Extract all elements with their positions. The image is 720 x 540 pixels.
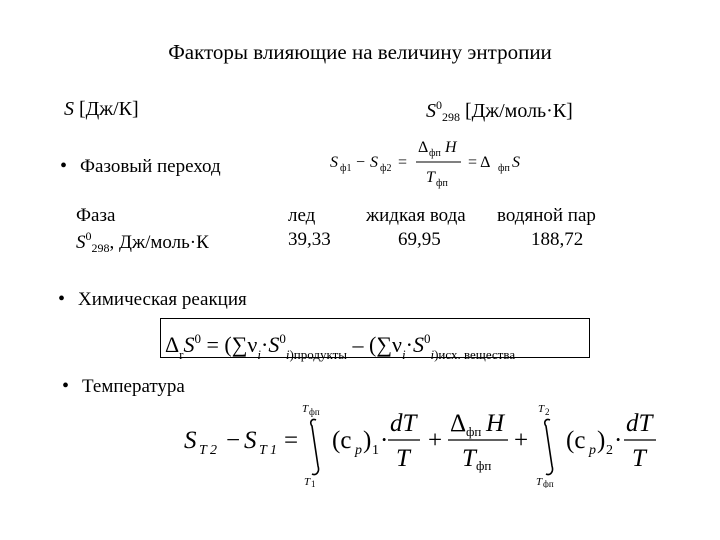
rf-dot: ·	[261, 332, 269, 357]
rf-sup0c: 0	[423, 331, 431, 346]
tf-lower2-sub: фп	[543, 479, 554, 488]
tf-lower1: T	[304, 476, 311, 488]
bullet-dot: •	[62, 375, 70, 397]
tf-h: H	[486, 410, 505, 437]
tf-plus1: +	[428, 427, 443, 454]
rf-s2: S	[268, 332, 280, 357]
tf-lower1-sub: 1	[311, 479, 316, 488]
formula-delta: Δ	[418, 139, 429, 156]
temperature-label: Температура	[82, 376, 185, 397]
tf-dot2: ·	[614, 427, 623, 454]
formula-s2: S	[370, 154, 378, 171]
chemical-reaction-bullet	[58, 288, 247, 311]
tf-upper1-sub: фп	[309, 407, 320, 417]
formula-h: H	[445, 139, 457, 156]
formula-t: T	[426, 169, 435, 186]
tf-delta-sub: фп	[466, 424, 482, 439]
formula-equals2: = Δ	[468, 154, 491, 171]
s0-unit: [Дж/моль·К]	[465, 100, 573, 122]
s-symbol: S	[64, 98, 74, 120]
table-header-phase: Фаза	[76, 205, 116, 226]
tf-close2: )	[597, 427, 606, 454]
tf-upper2: T	[538, 403, 545, 415]
rf-products: )продукты	[289, 347, 348, 362]
tf-upper1: T	[302, 403, 309, 415]
value-ice: 39,33	[288, 229, 331, 250]
tf-tfp: T	[462, 445, 476, 472]
formula-minus: −	[356, 154, 366, 171]
tf-integrand2: (c	[566, 427, 586, 454]
rf-eq-open: = (∑ν	[201, 332, 258, 357]
tf-integral1	[311, 419, 319, 474]
rf-delta: Δ	[165, 332, 180, 357]
s0-sup: 0	[436, 98, 442, 112]
tf-plus2: +	[514, 427, 529, 454]
phase-ice: лед	[288, 205, 316, 226]
phase-transition-formula	[326, 132, 536, 192]
rf-reactants: )исх. вещества	[434, 347, 516, 362]
formula-equals: =	[398, 154, 408, 171]
tf-integral2	[545, 419, 553, 474]
tf-t1: T 1	[259, 443, 278, 458]
formula-rhs-s: S	[512, 154, 520, 171]
temperature-bullet	[62, 375, 185, 398]
phase-transition-bullet	[60, 155, 221, 178]
page-title: Факторы влияющие на величину энтропии	[168, 40, 552, 64]
formula-delta-sub: фп	[429, 148, 441, 159]
rf-minus-open: – (∑ν	[347, 332, 403, 357]
tf-p1: p	[355, 443, 362, 458]
rf-close-i2: i	[430, 347, 435, 362]
tf-s-right: S	[244, 427, 257, 454]
rf-sup0b: 0	[279, 331, 286, 346]
s0-symbol: S	[426, 100, 436, 122]
tf-close1: )	[363, 427, 372, 454]
chemical-reaction-label: Химическая реакция	[78, 289, 247, 310]
rf-i: i	[257, 347, 261, 362]
s0-sub: 298	[442, 110, 460, 124]
row-sub: 298	[91, 241, 110, 255]
tf-integrand1: (c	[332, 427, 352, 454]
formula-s1: S	[330, 154, 338, 171]
tf-eq: =	[284, 427, 299, 454]
reaction-entropy-formula	[160, 318, 590, 362]
value-water-vapor: 188,72	[531, 229, 584, 250]
tf-s-left: S	[184, 427, 197, 454]
tf-p2: p	[589, 443, 596, 458]
formula-rhs-sub: фп	[498, 163, 510, 174]
value-liquid-water: 69,95	[398, 229, 441, 250]
tf-two: 2	[606, 443, 613, 458]
formula-t-sub: фп	[436, 178, 448, 189]
bullet-dot: •	[60, 155, 68, 177]
rf-s3: S	[412, 332, 424, 357]
tf-tfp-sub: фп	[476, 458, 492, 473]
rf-r: r	[179, 347, 184, 362]
tf-dot1: ·	[380, 427, 389, 454]
formula-sub2: ф2	[380, 163, 392, 174]
tf-t-denom1: T	[396, 445, 410, 472]
entropy-unit-label	[64, 98, 139, 121]
phase-liquid-water: жидкая вода	[366, 205, 466, 226]
phase-transition-label: Фазовый переход	[80, 156, 221, 177]
rf-dot2: ·	[405, 332, 413, 357]
rf-sup0: 0	[194, 331, 201, 346]
rf-s: S	[183, 332, 195, 357]
standard-entropy-unit-label	[426, 98, 573, 125]
rf-i2: i	[402, 347, 406, 362]
tf-dt2: dT	[626, 410, 653, 437]
tf-minus: −	[226, 427, 241, 454]
bullet-dot: •	[58, 288, 66, 310]
row-sup: 0	[85, 229, 92, 243]
row-unit: , Дж/моль·К	[109, 232, 209, 253]
formula-sub1: ф1	[340, 163, 352, 174]
tf-dt1: dT	[390, 410, 417, 437]
table-row-label	[76, 229, 209, 256]
tf-upper2-sub: 2	[545, 407, 550, 417]
row-symbol: S	[76, 232, 86, 253]
tf-t-denom2: T	[632, 445, 646, 472]
rf-close-i: i	[285, 347, 290, 362]
phase-water-vapor: водяной пар	[497, 205, 596, 226]
tf-lower2: T	[536, 476, 543, 488]
temperature-entropy-formula	[180, 398, 680, 488]
tf-one: 1	[372, 443, 379, 458]
tf-t2: T 2	[199, 443, 218, 458]
s-unit: [Дж/К]	[79, 98, 139, 120]
tf-delta: Δ	[450, 410, 467, 437]
